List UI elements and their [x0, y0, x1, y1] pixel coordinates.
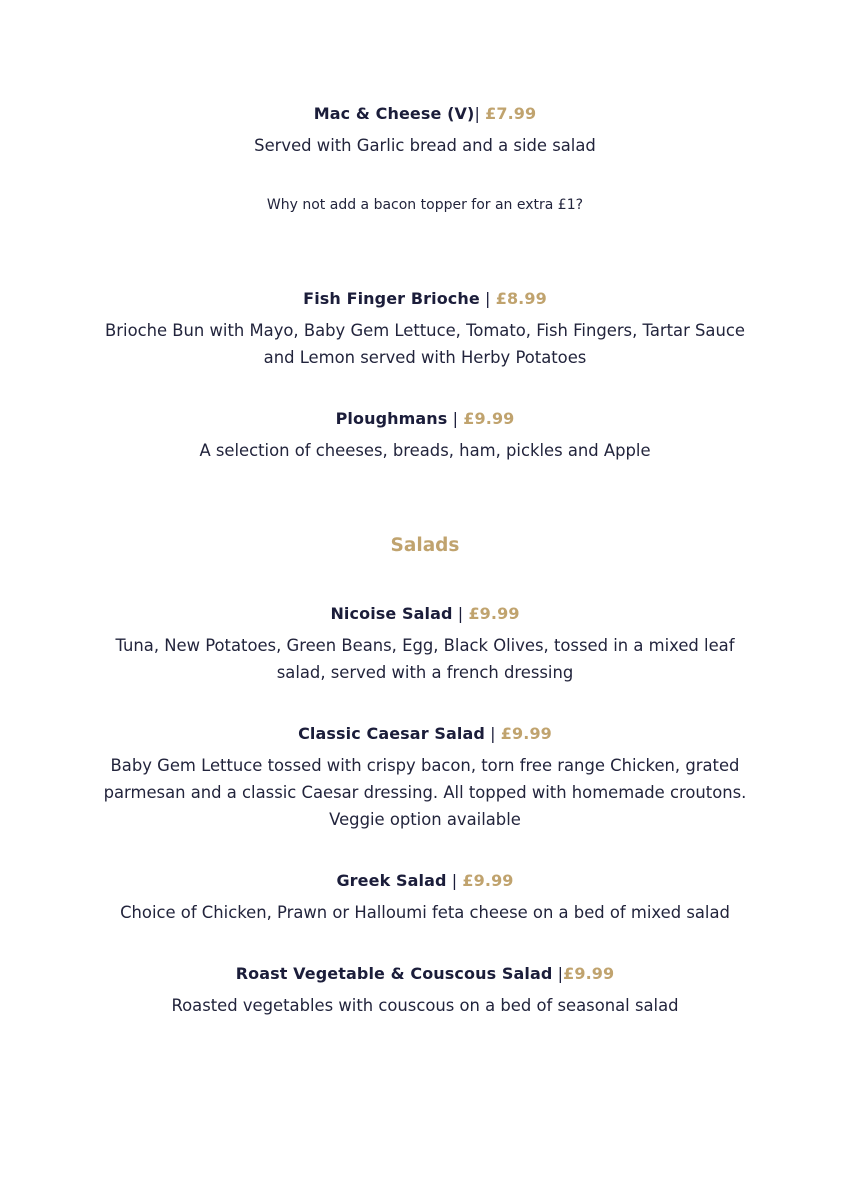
item-description: Veggie option available: [329, 810, 521, 829]
item-description: Roasted vegetables with couscous on a bed of seasonal salad: [171, 996, 679, 1015]
item-separator: |: [452, 604, 469, 623]
menu-item-title: [0, 871, 850, 890]
item-description: Tuna, New Potatoes, Green Beans, Egg, Black Olives, tossed in a mixed leaf: [115, 636, 735, 655]
item-description: and Lemon served with Herby Potatoes: [263, 348, 587, 367]
item-price: £8.99: [495, 289, 547, 308]
item-separator: |: [447, 409, 464, 428]
menu-item-title: [0, 104, 850, 123]
menu-item-title: [0, 289, 850, 308]
item-separator: |: [484, 724, 501, 743]
item-description: parmesan and a classic Caesar dressing. All topped with homemade croutons.: [103, 783, 747, 802]
menu-item-title: [0, 409, 850, 428]
item-description: Choice of Chicken, Prawn or Halloumi feta cheese on a bed of mixed salad: [120, 903, 730, 922]
item-description: Baby Gem Lettuce tossed with crispy bacon, torn free range Chicken, grated: [110, 756, 740, 775]
item-price: £9.99: [463, 409, 515, 428]
item-name: Greek Salad: [336, 871, 447, 890]
item-price: £9.99: [462, 871, 514, 890]
item-name: Fish Finger Brioche: [303, 289, 480, 308]
item-price: £7.99: [485, 104, 537, 123]
item-price: £9.99: [563, 964, 615, 983]
item-name: Mac & Cheese (V): [313, 104, 475, 123]
menu-item-title: [0, 604, 850, 623]
item-separator: |: [552, 964, 564, 983]
section-heading: Salads: [390, 535, 460, 556]
item-name: Roast Vegetable & Couscous Salad: [235, 964, 553, 983]
item-price: £9.99: [500, 724, 552, 743]
item-price: £9.99: [468, 604, 520, 623]
item-separator: |: [479, 289, 496, 308]
item-note: Why not add a bacon topper for an extra £1?: [266, 197, 584, 213]
item-name: Ploughmans: [335, 409, 448, 428]
menu-item-title: [0, 724, 850, 743]
item-description: Served with Garlic bread and a side salad: [254, 136, 596, 155]
item-name: Classic Caesar Salad: [298, 724, 485, 743]
item-separator: |: [446, 871, 463, 890]
item-separator: |: [474, 104, 486, 123]
item-name: Nicoise Salad: [330, 604, 453, 623]
item-description: salad, served with a french dressing: [276, 663, 574, 682]
menu-item-title: [0, 964, 850, 983]
item-description: A selection of cheeses, breads, ham, pickles and Apple: [199, 441, 651, 460]
item-description: Brioche Bun with Mayo, Baby Gem Lettuce, Tomato, Fish Fingers, Tartar Sauce: [105, 321, 745, 340]
